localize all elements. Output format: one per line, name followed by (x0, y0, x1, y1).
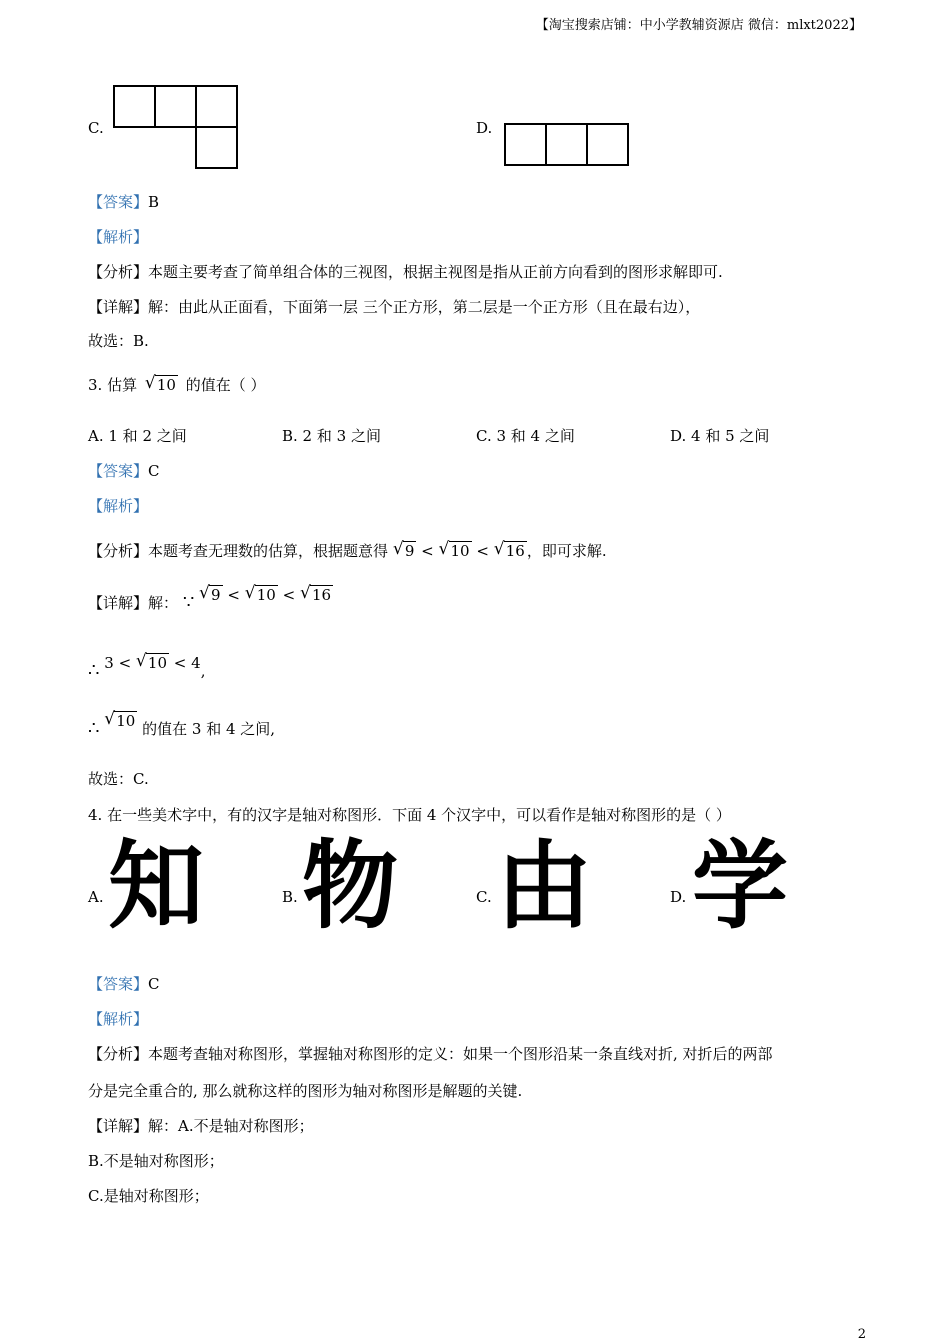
q4-line-b: B.不是轴对称图形； (88, 1152, 224, 1170)
sqrt-10: √ 10 (144, 373, 176, 394)
q2-fenxi: 【分析】本题主要考查了简单组合体的三视图，根据主视图是指从正前方向看到的图形求解即可. (88, 263, 723, 281)
q4-option-c-label: C. (476, 888, 492, 906)
q4-option-d-label: D. (670, 888, 687, 906)
q3-step-2: ∴ 3 < √ 10 < 4, (88, 651, 206, 681)
q4-xiangjie: 【详解】解：A.不是轴对称图形； (88, 1117, 314, 1135)
q3-conclusion: ∴ √ 10 的值在 3 和 4 之间, (88, 709, 276, 739)
q2-xiangjie: 【详解】解：由此从正面看，下面第一层 三个正方形，第二层是一个正方形（且在最右边）， (88, 298, 701, 316)
q3-analysis-tag: 【解析】 (88, 497, 149, 515)
q3-stem: 3. 估算 √ 10 的值在（ ） (88, 373, 266, 394)
q3-fenxi: 【分析】本题考查无理数的估算，根据题意得 √ 9 < √ 10 < √ 16 ，即可求解. (88, 539, 607, 560)
q4-stem: 4. 在一些美术字中，有的汉字是轴对称图形．下面 4 个汉字中，可以看作是轴对称图形的是（ ） (88, 806, 731, 824)
q3-option-b: B. 2 和 3 之间 (282, 427, 381, 445)
q4-option-b-label: B. (282, 888, 298, 906)
q4-option-a-label: A. (88, 888, 104, 906)
q4-option-d-char: 学 (692, 830, 788, 942)
q2-answer: 【答案】B (88, 193, 160, 211)
q3-option-a: A. 1 和 2 之间 (88, 427, 187, 445)
q3-answer: 【答案】C (88, 462, 160, 480)
q2-choice: 故选：B. (88, 332, 149, 350)
q4-fenxi-line2: 分是完全重合的, 那么就称这样的图形为轴对称图形是解题的关键. (88, 1082, 523, 1100)
q4-answer: 【答案】C (88, 975, 160, 993)
page-header: 【淘宝搜索店铺：中小学教辅资源店 微信：mlxt2022】 (535, 18, 862, 33)
q3-option-c: C. 3 和 4 之间 (476, 427, 575, 445)
q3-choice: 故选：C. (88, 770, 149, 788)
q3-xiangjie: 【详解】解： ∵ √ 9 < √ 10 < √ 16 (88, 583, 332, 613)
q4-fenxi-line1: 【分析】本题考查轴对称图形，掌握轴对称图形的定义：如果一个图形沿某一条直线对折, 对折后的两部 (88, 1045, 773, 1063)
option-c-label: C. (88, 119, 104, 137)
q4-option-a-char: 知 (108, 830, 204, 942)
q4-option-b-char: 物 (302, 830, 398, 942)
q2-analysis-tag: 【解析】 (88, 228, 149, 246)
q3-option-d: D. 4 和 5 之间 (670, 427, 770, 445)
q4-analysis-tag: 【解析】 (88, 1010, 149, 1028)
option-d-label: D. (476, 119, 493, 137)
q4-option-c-char: 由 (496, 830, 592, 942)
q4-line-c: C.是轴对称图形； (88, 1187, 209, 1205)
page-number: 2 (857, 1327, 866, 1342)
